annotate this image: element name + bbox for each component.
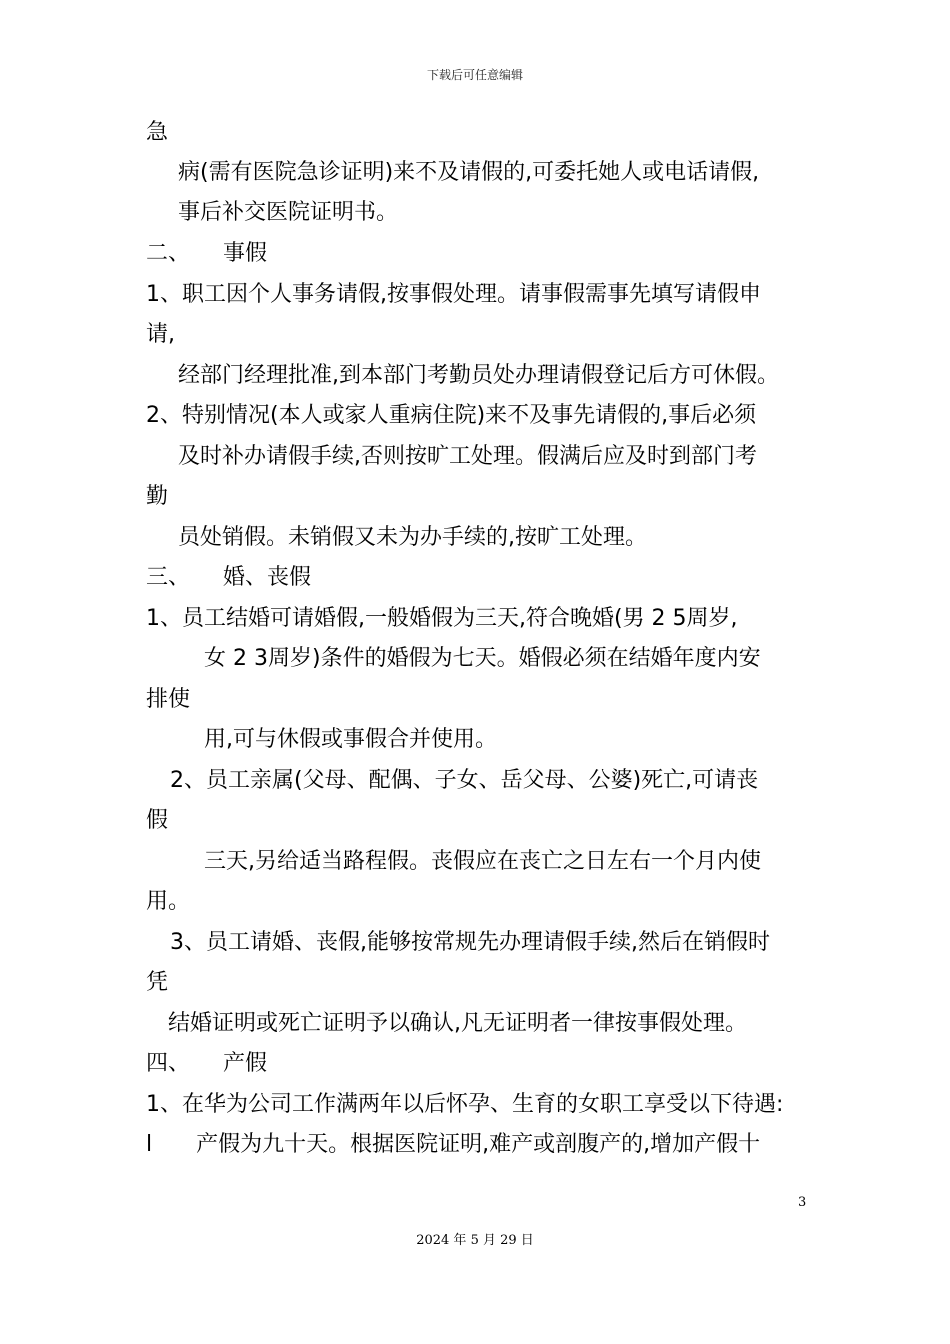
text-line: 1、职工因个人事务请假,按事假处理。请事假需事先填写请假申: [146, 282, 761, 307]
text-line: 员处销假。未销假又未为办手续的,按旷工处理。: [178, 525, 647, 550]
text-line: 勤: [146, 484, 169, 509]
section-heading: 二、 事假: [146, 241, 268, 266]
text-line: 三天,另给适当路程假。丧假应在丧亡之日左右一个月内使: [204, 849, 761, 874]
text-line: 用,可与休假或事假合并使用。: [204, 727, 497, 752]
text-line: 请,: [146, 322, 175, 347]
text-line: 1、在华为公司工作满两年以后怀孕、生育的女职工享受以下待遇:: [146, 1092, 784, 1117]
text-line: 1、员工结婚可请婚假,一般婚假为三天,符合晚婚(男 2 5周岁,: [146, 606, 738, 631]
text-line: 2、特别情况(本人或家人重病住院)来不及事先请假的,事后必须: [146, 403, 757, 428]
text-line: 假: [146, 808, 169, 833]
text-line: 事后补交医院证明书。: [178, 200, 399, 225]
page-number: 3: [798, 1195, 807, 1210]
page-footer-date: 2024 年 5 月 29 日: [416, 1233, 534, 1248]
text-line: 排使: [146, 687, 191, 712]
text-line: 3、员工请婚、丧假,能够按常规先办理请假手续,然后在销假时: [170, 930, 770, 955]
section-heading: 三、 婚、丧假: [146, 565, 312, 590]
text-line: 结婚证明或死亡证明予以确认,凡无证明者一律按事假处理。: [168, 1011, 747, 1036]
text-line: 急: [146, 120, 169, 145]
text-line: 及时补办请假手续,否则按旷工处理。假满后应及时到部门考: [178, 444, 757, 469]
text-line: 凭: [146, 970, 169, 995]
text-line: 用。: [146, 889, 191, 914]
section-heading: 四、 产假: [146, 1051, 268, 1076]
page-header: 下载后可任意编辑: [426, 68, 523, 82]
text-line: 2、员工亲属(父母、配偶、子女、岳父母、公婆)死亡,可请丧: [170, 768, 759, 793]
text-line: 女 2 3周岁)条件的婚假为七天。婚假必须在结婚年度内安: [204, 646, 761, 671]
text-line: 经部门经理批准,到本部门考勤员处办理请假登记后方可休假。: [178, 363, 779, 388]
text-line: 病(需有医院急诊证明)来不及请假的,可委托她人或电话请假,: [178, 160, 760, 185]
text-line: l 产假为九十天。根据医院证明,难产或剖腹产的,增加产假十: [146, 1132, 761, 1157]
